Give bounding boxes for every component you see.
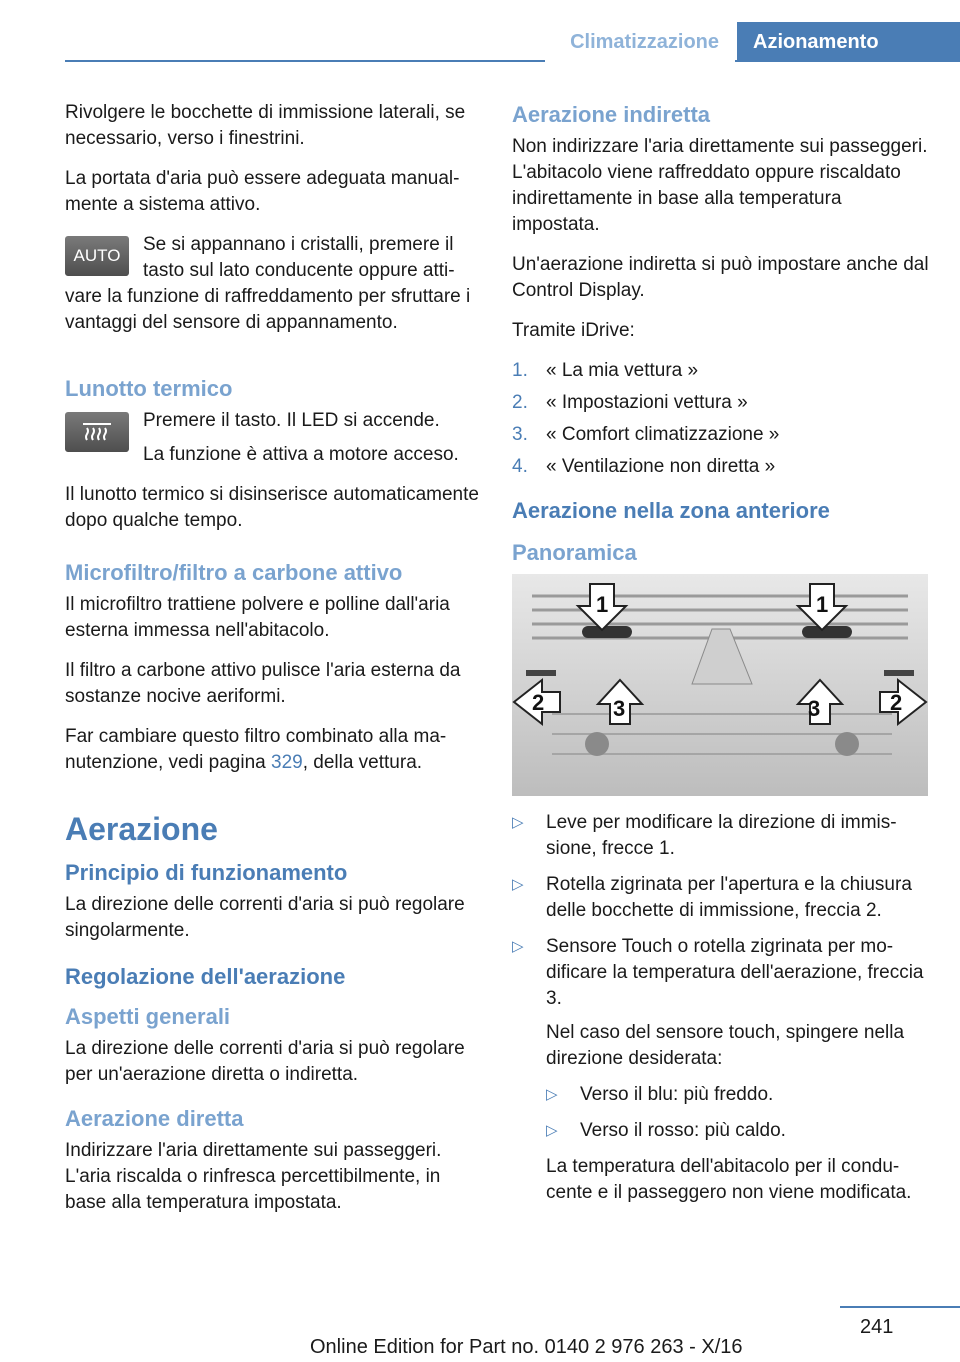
left-column bbox=[65, 100, 483, 1230]
paragraph: La direzione delle correnti d'aria si può regolare per un'aerazione diretta o indiretta. bbox=[65, 1038, 465, 1085]
paragraph: Indirizzare l'aria direttamente sui passeggeri. L'aria riscalda o rinfresca percettibilmente, in base alla temperatura impostata. bbox=[65, 1140, 442, 1213]
figure-label-2: 2 bbox=[890, 690, 903, 715]
step-text: « Impostazioni vettura » bbox=[546, 392, 748, 413]
sub-list bbox=[546, 1082, 932, 1144]
header-chapter-tab: Azionamento bbox=[737, 22, 960, 62]
list-item bbox=[512, 390, 932, 416]
heading-lunotto: Lunotto termico bbox=[65, 376, 233, 401]
bullet-text: Sensore Touch o rotella zigrinata per modificare la temperatura dell'aerazione, freccia 3. bbox=[546, 936, 924, 1009]
heading-panoramica: Panoramica bbox=[512, 540, 637, 565]
paragraph: La portata d'aria può essere adeguata manualmente a sistema attivo. bbox=[65, 168, 460, 215]
step-number: 2. bbox=[512, 392, 528, 413]
triangle-bullet-icon: ▷ bbox=[512, 876, 524, 893]
header-section-tab: Climatizzazione bbox=[545, 22, 735, 62]
step-number: 4. bbox=[512, 456, 528, 477]
paragraph: Tramite iDrive: bbox=[512, 320, 635, 341]
paragraph: Se si appannano i cristalli, premere il tasto sul lato conducente oppure attivare la funzione di raffreddamento per sfruttare i vantaggi del sensore di appannamento. bbox=[65, 234, 471, 333]
page-link[interactable]: 329 bbox=[271, 752, 303, 773]
list-item bbox=[512, 358, 932, 384]
triangle-bullet-icon: ▷ bbox=[512, 938, 524, 955]
list-item bbox=[512, 422, 932, 448]
bullet-text: Nel caso del sensore touch, spingere nella direzione desiderata: bbox=[546, 1022, 905, 1069]
paragraph: Rivolgere le bocchette di immissione laterali, se necessario, verso i finestrini. bbox=[65, 102, 466, 149]
bullet-text: La temperatura dell'abitacolo per il conducente e il passeggero non viene modificata. bbox=[546, 1156, 912, 1203]
heading-regolazione: Regolazione dell'aerazione bbox=[65, 964, 346, 989]
bullet-text: Leve per modificare la direzione di immissione, frecce 1. bbox=[546, 812, 897, 859]
paragraph: Il microfiltro trattiene polvere e polline dall'aria esterna immessa nell'abitacolo. bbox=[65, 594, 450, 641]
figure-label-1: 1 bbox=[596, 592, 609, 617]
paragraph: Il lunotto termico si disinserisce automaticamente dopo qualche tempo. bbox=[65, 484, 479, 531]
heading-aerazione: Aerazione bbox=[65, 811, 218, 847]
figure-label-1: 1 bbox=[816, 592, 829, 617]
figure-label-2: 2 bbox=[532, 690, 545, 715]
paragraph: La direzione delle correnti d'aria si può regolare singolarmente. bbox=[65, 894, 465, 941]
triangle-bullet-icon: ▷ bbox=[546, 1086, 558, 1103]
triangle-bullet-icon: ▷ bbox=[512, 814, 524, 831]
list-item bbox=[512, 934, 932, 1206]
bullet-text: Rotella zigrinata per l'apertura e la chiusura delle bocchette di immissione, freccia 2. bbox=[546, 874, 912, 921]
paragraph: Non indirizzare l'aria direttamente sui passeggeri. L'abitacolo viene raffreddato oppure riscaldato indirettamente in base alla temperatura impostata. bbox=[512, 136, 928, 235]
paragraph: Un'aerazione indiretta si può impostare anche dal Control Display. bbox=[512, 254, 929, 301]
front-vents-photo bbox=[512, 574, 928, 796]
step-number: 3. bbox=[512, 424, 528, 445]
heading-anteriore: Aerazione nella zona anteriore bbox=[512, 498, 830, 523]
heading-microfiltro: Microfiltro/filtro a carbone attivo bbox=[65, 560, 403, 585]
footer-rule bbox=[840, 1306, 960, 1308]
bullet-text: Verso il blu: più freddo. bbox=[580, 1084, 774, 1105]
figure-label-3: 3 bbox=[808, 696, 821, 721]
feature-list bbox=[512, 810, 932, 1206]
auto-block bbox=[65, 232, 483, 336]
triangle-bullet-icon: ▷ bbox=[546, 1122, 558, 1139]
list-item bbox=[512, 810, 932, 862]
heading-principio: Principio di funzionamento bbox=[65, 860, 348, 885]
step-text: « Comfort climatizzazione » bbox=[546, 424, 780, 445]
paragraph: La funzione è attiva a motore acceso. bbox=[143, 444, 459, 465]
lunotto-block bbox=[65, 408, 483, 468]
paragraph: Premere il tasto. Il LED si accende. bbox=[143, 410, 440, 431]
step-text: « Ventilazione non diretta » bbox=[546, 456, 776, 477]
list-item bbox=[512, 454, 932, 480]
auto-button-icon: AUTO bbox=[65, 236, 129, 276]
rear-defrost-icon bbox=[65, 412, 129, 452]
text-run: Far cambiare questo filtro combinato alla manutenzione, vedi pagina bbox=[65, 726, 447, 773]
list-item bbox=[546, 1082, 932, 1108]
bullet-body bbox=[546, 934, 932, 1206]
idrive-steps bbox=[512, 358, 932, 480]
figure-label-3: 3 bbox=[613, 696, 626, 721]
heading-diretta: Aerazione diretta bbox=[65, 1106, 244, 1131]
heading-aspetti: Aspetti generali bbox=[65, 1004, 231, 1029]
page-number: 241 bbox=[860, 1316, 894, 1338]
paragraph bbox=[65, 724, 483, 776]
edition-footer: Online Edition for Part no. 0140 2 976 263 - X/16 bbox=[310, 1336, 743, 1358]
paragraph: Il filtro a carbone attivo pulisce l'aria esterna da sostanze nocive aeriformi. bbox=[65, 660, 461, 707]
right-column bbox=[512, 100, 932, 1216]
text-run: , della vettura. bbox=[302, 752, 423, 773]
step-number: 1. bbox=[512, 360, 528, 381]
step-text: « La mia vettura » bbox=[546, 360, 699, 381]
list-item bbox=[546, 1118, 932, 1144]
bullet-text: Verso il rosso: più caldo. bbox=[580, 1120, 786, 1141]
heading-indiretta: Aerazione indiretta bbox=[512, 102, 711, 127]
list-item bbox=[512, 872, 932, 924]
